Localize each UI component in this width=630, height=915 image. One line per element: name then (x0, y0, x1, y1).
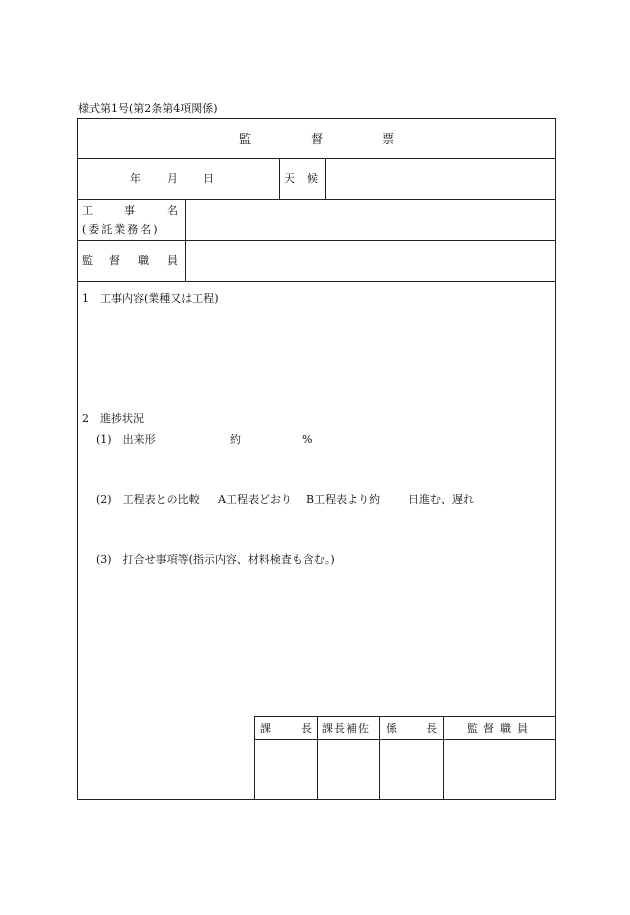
progress-item-3-label: (3) 打合せ事項等(指示内容、材料検査も含む。) (96, 553, 335, 566)
construction-sublabel: (委託業務名) (82, 223, 160, 236)
label-col-sep (185, 199, 186, 281)
stamp-header-kantoku-2: 督 (483, 722, 494, 735)
stamp-header-kacho-hosa: 課長補佐 (322, 722, 370, 735)
construction-label-3: 名 (167, 204, 178, 217)
construction-label-1: 工 (82, 204, 93, 217)
frame-left (77, 118, 78, 800)
progress-item-2-label: (2) 工程表との比較 (96, 493, 200, 506)
supervisor-label-4: 員 (167, 254, 178, 267)
construction-name-field[interactable] (187, 201, 553, 239)
stamp-table-header-sep (254, 739, 556, 740)
stamp-header-kantoku-3: 職 (500, 722, 511, 735)
date-month: 月 (167, 172, 178, 185)
progress-approx: 約 (230, 433, 241, 446)
progress-percent-field[interactable] (245, 430, 299, 448)
supervisor-label-3: 職 (138, 254, 149, 267)
stamp-col-sep-3 (443, 716, 444, 800)
title-char-1: 監 (239, 132, 252, 146)
meeting-notes-field[interactable] (96, 572, 552, 712)
frame-right (555, 118, 556, 800)
weather-label-2: 候 (307, 172, 318, 185)
section-1-heading: 1 工事内容(業種又は工程) (82, 292, 219, 305)
row-sep-3 (77, 240, 556, 241)
date-field[interactable] (79, 160, 277, 198)
progress-percent: % (302, 433, 313, 446)
form-number: 様式第1号(第2条第4項関係) (78, 102, 218, 115)
stamp-box-kacho-hosa[interactable] (319, 741, 378, 798)
stamp-box-kakaricho[interactable] (381, 741, 442, 798)
date-year: 年 (130, 172, 141, 185)
progress-item-1-label: (1) 出来形 (96, 433, 156, 446)
stamp-header-kantoku-1: 監 (467, 722, 478, 735)
schedule-days-suffix: 日進む、遅れ (408, 493, 474, 506)
stamp-header-kakaricho-1: 係 (386, 722, 397, 735)
section-2-heading: 2 進捗状況 (82, 412, 144, 425)
schedule-days-field[interactable] (386, 490, 406, 508)
stamp-box-kantoku[interactable] (445, 741, 554, 798)
date-day: 日 (203, 172, 214, 185)
row-sep-1 (77, 158, 556, 159)
stamp-header-kacho-1: 課 (260, 722, 271, 735)
stamp-header-kakaricho-2: 長 (426, 722, 437, 735)
title-char-3: 票 (382, 132, 395, 146)
supervisor-label-1: 監 (82, 254, 93, 267)
row-sep-2 (77, 199, 556, 200)
weather-label-1: 天 (284, 172, 295, 185)
supervisor-field[interactable] (187, 242, 553, 280)
stamp-col-sep-1 (317, 716, 318, 800)
stamp-header-kantoku-4: 員 (517, 722, 528, 735)
schedule-option-b[interactable]: B工程表より約 (306, 493, 381, 506)
weather-value-sep (325, 158, 326, 199)
supervisor-label-2: 督 (109, 254, 120, 267)
section-1-field[interactable] (80, 310, 552, 405)
stamp-col-sep-0 (254, 716, 255, 800)
stamp-header-kacho-2: 長 (301, 722, 312, 735)
weather-field[interactable] (327, 160, 553, 198)
date-weather-sep (279, 158, 280, 199)
title-char-2: 督 (311, 132, 324, 146)
stamp-col-sep-2 (379, 716, 380, 800)
row-sep-4 (77, 281, 556, 282)
stamp-table-top (254, 716, 556, 717)
stamp-box-kacho[interactable] (256, 741, 316, 798)
frame-top (77, 118, 556, 119)
construction-label-2: 事 (124, 204, 135, 217)
schedule-option-a[interactable]: A工程表どおり (218, 493, 292, 506)
